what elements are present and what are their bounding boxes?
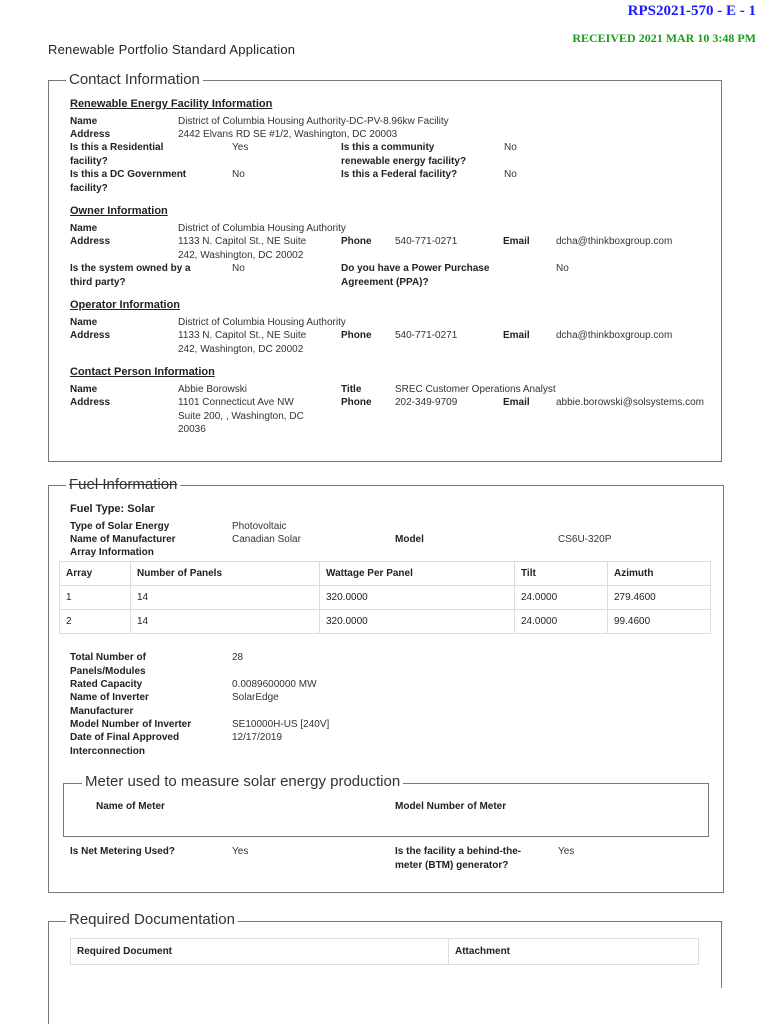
- meter-legend: Meter used to measure solar energy production: [82, 773, 403, 790]
- docs-fieldset-right: [721, 921, 722, 988]
- operator-address: 1133 N. Capitol St., NE Suite 242, Washington, DC 20002: [178, 330, 307, 355]
- interconnection-label: Date of Final Approved Interconnection: [70, 732, 180, 757]
- operator-address-label: Address: [70, 330, 111, 341]
- rated-capacity-label: Rated Capacity: [70, 679, 143, 690]
- page-title: Renewable Portfolio Standard Application: [48, 42, 296, 57]
- owner-phone-label: Phone: [341, 236, 372, 247]
- facility-heading: Renewable Energy Facility Information: [70, 98, 273, 110]
- docs-header-row: [71, 939, 699, 965]
- docs-legend: Required Documentation: [66, 911, 238, 928]
- total-panels-label: Total Number of Panels/Modules: [70, 652, 146, 677]
- rps-stamp: RPS2021-570 - E - 1: [627, 3, 756, 19]
- dcgov-value: No: [232, 169, 245, 180]
- dcgov-label: Is this a DC Government facility?: [70, 169, 187, 194]
- facility-name: District of Columbia Housing Authority-DC-PV-8.96kw Facility: [178, 116, 449, 127]
- solar-type: Photovoltaic: [232, 521, 287, 532]
- btm-label: Is the facility a behind-the- meter (BTM) generator?: [395, 846, 522, 871]
- operator-name: District of Columbia Housing Authority: [178, 317, 346, 328]
- third-party-label: Is the system owned by a third party?: [70, 263, 191, 288]
- docs-fieldset-left: [48, 921, 49, 1024]
- btm-value: Yes: [558, 846, 575, 857]
- docs-table: [70, 938, 699, 965]
- inverter-mfr: SolarEdge: [232, 692, 279, 703]
- model: CS6U-320P: [558, 534, 612, 545]
- cell-azimuth: 99.4600: [608, 610, 711, 634]
- model-label: Model: [395, 534, 424, 545]
- residential-label: Is this a Residential facility?: [70, 142, 164, 167]
- owner-heading: Owner Information: [70, 205, 168, 217]
- contact-title-label: Title: [341, 384, 362, 395]
- interconnection-date: 12/17/2019: [232, 732, 283, 743]
- received-stamp: RECEIVED 2021 MAR 10 3:48 PM: [572, 31, 756, 45]
- federal-label: Is this a Federal facility?: [341, 169, 458, 180]
- contact-legend: Contact Information: [66, 71, 203, 88]
- inverter-model: SE10000H-US [240V]: [232, 719, 330, 730]
- owner-email[interactable]: dcha@thinkboxgroup.com: [556, 236, 673, 247]
- residential-value: Yes: [232, 142, 249, 153]
- owner-address: 1133 N. Capitol St., NE Suite 242, Washington, DC 20002: [178, 236, 307, 261]
- contact-person-heading: Contact Person Information: [70, 366, 215, 378]
- facility-address-label: Address: [70, 129, 111, 140]
- cell-tilt: 24.0000: [515, 586, 608, 610]
- owner-name: District of Columbia Housing Authority: [178, 223, 346, 234]
- inverter-mfr-label: Name of Inverter Manufacturer: [70, 692, 149, 717]
- community-label: Is this a community renewable energy facility?: [341, 142, 467, 167]
- contact-phone: 202-349-9709: [395, 397, 458, 408]
- contact-name-label: Name: [70, 384, 98, 395]
- cell-array: 2: [60, 610, 131, 634]
- facility-name-label: Name: [70, 116, 98, 127]
- col-panels: Number of Panels: [131, 562, 320, 586]
- cell-tilt: 24.0000: [515, 610, 608, 634]
- contact-email-label: Email: [503, 397, 530, 408]
- manufacturer: Canadian Solar: [232, 534, 301, 545]
- owner-email-label: Email: [503, 236, 530, 247]
- manufacturer-label: Name of Manufacturer: [70, 534, 176, 545]
- table-row: [60, 610, 711, 634]
- col-azimuth: Azimuth: [608, 562, 711, 586]
- col-array: Array: [60, 562, 131, 586]
- col-wattage: Wattage Per Panel: [320, 562, 515, 586]
- solar-type-label: Type of Solar Energy: [70, 521, 170, 532]
- federal-value: No: [504, 169, 517, 180]
- owner-phone: 540-771-0271: [395, 236, 458, 247]
- operator-phone-label: Phone: [341, 330, 372, 341]
- table-row: [60, 586, 711, 610]
- contact-address-label: Address: [70, 397, 111, 408]
- inverter-model-label: Model Number of Inverter: [70, 719, 192, 730]
- operator-heading: Operator Information: [70, 299, 181, 311]
- operator-name-label: Name: [70, 317, 98, 328]
- contact-email[interactable]: abbie.borowski@solsystems.com: [556, 397, 704, 408]
- community-value: No: [504, 142, 517, 153]
- cell-wattage: 320.0000: [320, 586, 515, 610]
- net-metering-value: Yes: [232, 846, 249, 857]
- owner-address-label: Address: [70, 236, 111, 247]
- rated-capacity: 0.0089600000 MW: [232, 679, 317, 690]
- facility-address: 2442 Elvans RD SE #1/2, Washington, DC 20003: [178, 129, 398, 140]
- net-metering-label: Is Net Metering Used?: [70, 846, 176, 857]
- array-table: [59, 561, 711, 634]
- ppa-label: Do you have a Power Purchase Agreement (PPA)?: [341, 263, 490, 288]
- col-tilt: Tilt: [515, 562, 608, 586]
- cell-panels: 14: [131, 586, 320, 610]
- table-header-row: [60, 562, 711, 586]
- array-info-label: Array Information: [70, 547, 154, 558]
- cell-wattage: 320.0000: [320, 610, 515, 634]
- cell-azimuth: 279.4600: [608, 586, 711, 610]
- fuel-legend: Fuel Information: [66, 476, 180, 493]
- ppa-value: No: [556, 263, 569, 274]
- operator-phone: 540-771-0271: [395, 330, 458, 341]
- third-party-value: No: [232, 263, 245, 274]
- operator-email-label: Email: [503, 330, 530, 341]
- cell-panels: 14: [131, 610, 320, 634]
- meter-model-label: Model Number of Meter: [395, 801, 507, 812]
- col-required-document: Required Document: [71, 939, 449, 965]
- contact-phone-label: Phone: [341, 397, 372, 408]
- contact-title: SREC Customer Operations Analyst: [395, 384, 556, 395]
- owner-name-label: Name: [70, 223, 98, 234]
- cell-array: 1: [60, 586, 131, 610]
- contact-name: Abbie Borowski: [178, 384, 247, 395]
- operator-email[interactable]: dcha@thinkboxgroup.com: [556, 330, 673, 341]
- total-panels: 28: [232, 652, 244, 663]
- fuel-type: Fuel Type: Solar: [70, 503, 155, 515]
- contact-address: 1101 Connecticut Ave NW Suite 200, , Washington, DC 20036: [178, 397, 304, 435]
- col-attachment: Attachment: [449, 939, 699, 965]
- meter-name-label: Name of Meter: [96, 801, 165, 812]
